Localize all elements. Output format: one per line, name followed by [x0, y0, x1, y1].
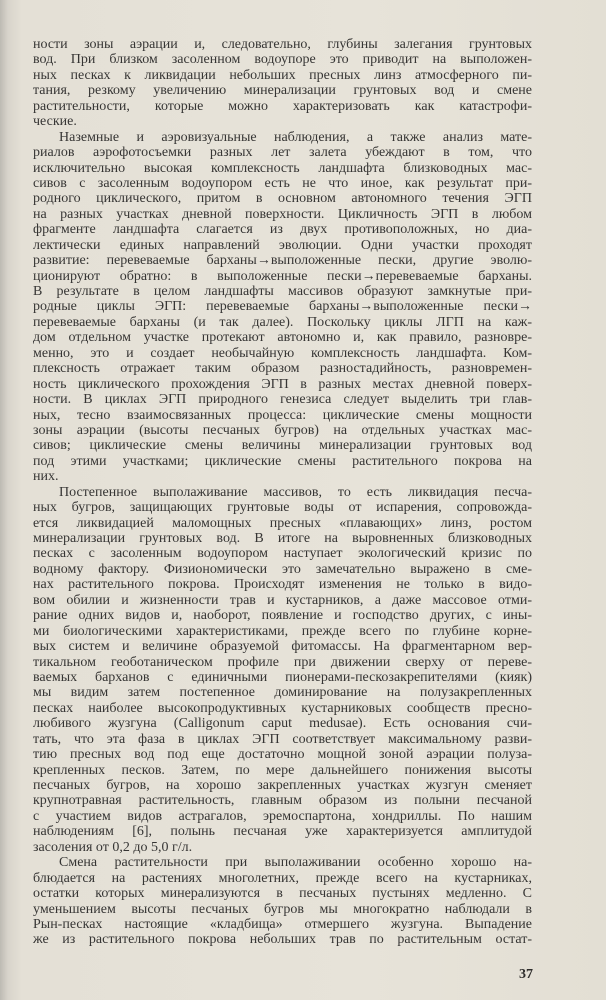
text-line: ческие. [33, 114, 77, 130]
text-line: любивого жузгуна (Calligonum caput medusae). Есть основания счи- [33, 716, 532, 732]
text-line: лектически единых направлений эволюции. Одни участки проходят [33, 237, 532, 253]
text-line: тания, резкому увеличению минерализации грунтовых вод и смене [33, 83, 532, 99]
text-line: перевеваемые барханы (и так далее). Поскольку циклы ЛГП на каж- [33, 314, 532, 330]
text-line: мы видим затем постепенное доминирование на полузакрепленных [33, 685, 532, 701]
text-line: на разных участках дневной поверхности. Цикличность ЭГП в любом [33, 206, 532, 222]
text-line: ми биологическими характеристиками, прежде всего по глубине корне- [33, 623, 532, 639]
text-line: Рын-песках настоящие «кладбища» отмершего жузгуна. Выпадение [33, 916, 532, 932]
text-line: фрагменте ландшафта слагается из двух противоположных, но диа- [33, 222, 532, 238]
text-line: вод. При близком засоленном водоупоре это приводит на выположен- [33, 52, 532, 68]
text-line: крупнотравная растительность, главным образом из полыни песчаной [33, 793, 532, 809]
text-line: водному фактору. Физиономически это замечательно выражено в сме- [33, 561, 532, 577]
text-line: уменьшением высоты песчаных бугров мы многократно наблюдали в [33, 901, 532, 917]
text-line: рание одних видов и, наоборот, появление и господство других, с ины- [33, 608, 532, 624]
text-line: дом отдельном участке протекают автономно и, как правило, разновре- [33, 330, 532, 346]
text-line: растительности, которые можно характеризовать как катастрофи- [33, 98, 532, 114]
text-line: крепленных песков. Затем, по мере дальнейшего понижения высоты [33, 762, 532, 778]
text-line: ется ликвидацией маломощных пресных «плавающих» линз, ростом [33, 515, 532, 531]
text-line: блюдается на растениях многолетних, прежде всего на кустарниках, [33, 870, 532, 886]
text-line: тать, что эта фаза в циклах ЭГП соответствует максимальному разви- [33, 731, 532, 747]
paragraph [33, 485, 532, 856]
text-line: с участием видов астрагалов, эремоспартона, хондриллы. По нашим [33, 808, 532, 824]
text-line: ности. В циклах ЭГП природного генезиса следует выделить три глав- [33, 392, 532, 408]
text-line: ных бугров, защищающих грунтовые воды от испарения, сопровожда- [33, 500, 532, 516]
text-line: Смена растительности при выполаживании особенно хорошо на- [59, 855, 532, 871]
text-line: родные циклы ЭГП: перевеваемые барханы→выположенные пески→ [33, 299, 532, 315]
paragraph [33, 855, 532, 948]
text-line: минерализации грунтовых вод. В итоге на выровненных близководных [33, 531, 532, 546]
text-line: менно, это и создает необычайную комплексность ландшафта. Ком- [33, 345, 532, 361]
page-body-text [33, 37, 532, 948]
text-line: развитие: перевеваемые барханы→выположенные пески, другие эволю- [33, 253, 532, 269]
text-line: сивов с засоленным водоупором есть не что иное, как результат при- [33, 175, 532, 191]
text-line: песках с засоленным водоупором наступает экологический кризис по [33, 546, 532, 562]
text-line: Постепенное выполаживание массивов, то есть ликвидация песча- [59, 484, 532, 500]
text-line: плексность отражает таким образом разностадийность, разновремен- [33, 361, 532, 377]
paragraph [33, 130, 532, 485]
text-line: родного циклического, притом в основном автономного течения ЭГП [33, 191, 532, 207]
text-line: Наземные и аэровизуальные наблюдения, а также анализ мате- [59, 129, 532, 145]
text-line: засоления от 0,2 до 5,0 г/л. [33, 839, 193, 855]
text-line: тикальном геоботаническом профиле при движении сверху от переве- [33, 654, 532, 670]
text-line: зоны аэрации (высоты песчаных бугров) на отдельных участках мас- [33, 422, 532, 438]
text-line: ных, тесно взаимосвязанных процесса: циклические смены мощности [33, 407, 532, 423]
text-line: ность циклического прохождения ЭГП в разных местах дневной поверх- [33, 376, 532, 392]
text-line: остатки которых минерализуются в песчаных пустынях медленно. С [33, 886, 532, 902]
text-line: нах растительного покрова. Происходят изменения не только в видо- [33, 577, 532, 593]
text-line: песках наиболее высокопродуктивных кустарниковых сообществ пресно- [33, 700, 532, 716]
text-line: наблюдениям [6], полынь песчаная уже характеризуется амплитудой [33, 824, 532, 840]
text-line: них. [33, 469, 59, 485]
text-line: исключительно высокая комплексность ландшафта близководных мас- [33, 160, 532, 176]
text-line: ционируют обратно: в выположенные пески→перевеваемые барханы. [33, 268, 532, 284]
text-line: вых систем и величине образуемой фитомассы. На фрагментарном вер- [33, 639, 532, 655]
page-number: 37 [519, 967, 533, 982]
paragraph [33, 37, 532, 130]
text-line: В результате в целом ландшафты массивов образуют замкнутые при- [33, 284, 532, 299]
text-line: вом обилии и жизненности трав и кустарников, а даже массовое отми- [33, 592, 532, 608]
text-line: под этими участками; циклические смены растительного покрова на [33, 453, 532, 469]
text-line: же из растительного покрова небольших трав по растительным остат- [33, 932, 532, 948]
text-line: ваемых барханов с единичными пионерами-пескозакрепителями (кияк) [33, 669, 532, 685]
text-line: ных песках к ликвидации небольших пресных линз атмосферного пи- [33, 67, 532, 83]
text-line: риалов аэрофотосъемки разных лет залета убеждают в том, что [33, 145, 532, 161]
text-line: тию пресных вод под еще достаточно мощной зоной аэрации полуза- [33, 747, 532, 763]
text-line: песчаных бугров, на хорошо закрепленных участках жузгун сменяет [33, 778, 532, 793]
text-line: ности зоны аэрации и, следовательно, глубины залегания грунтовых [33, 37, 532, 52]
text-line: сивов; циклические смены величины минерализации грунтовых вод [33, 438, 532, 454]
